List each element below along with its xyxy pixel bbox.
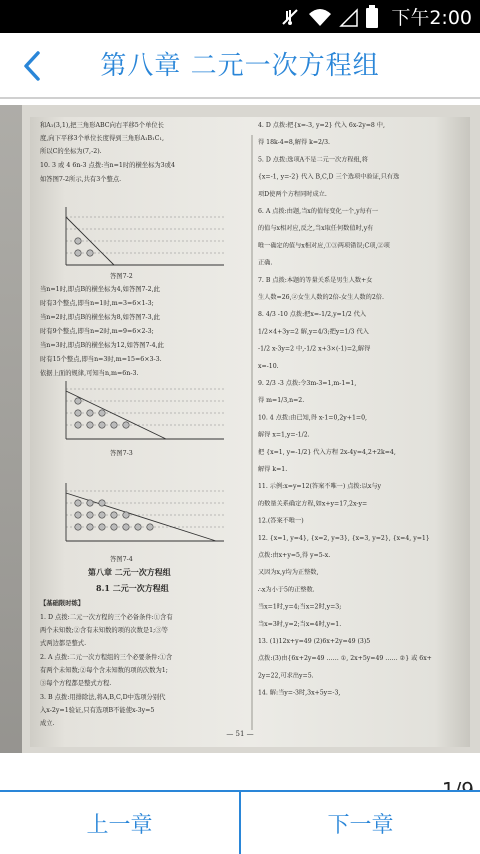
prev-chapter-button[interactable]: 上一章 [86,812,153,838]
right-column-line: 5. D 点拨:选项A不是二元一次方程组,将 [258,156,368,164]
right-column-line: 又因为x,y均为正整数, [258,569,319,577]
right-column-line: 当x=3时,y=2;当x=4时,y=1. [258,620,342,628]
left-column-line: 答图7-4 [110,556,133,563]
left-column-line: 1. D 点拨:二元一次方程的三个必备条件:①含有 [40,614,173,621]
status-icons [279,0,472,33]
mute-icon [279,6,301,28]
right-column-line: 正确. [258,259,273,267]
left-column-line: 8.1 二元一次方程组 [96,583,169,593]
right-column-line: 7. B 点拨:本题的等量关系是男生人数+女 [258,276,373,284]
next-chapter-button[interactable]: 下一章 [327,812,394,838]
bottom-nav [0,790,480,854]
battery-icon [365,5,379,29]
left-column-line: 第八章 二元一次方程组 [88,567,171,577]
right-column-line: 的数量关系确定方程,如x+y=17,2x-y= [258,500,368,508]
right-column-line: 解得 k=1. [258,466,288,473]
left-column-line: ③每个方程都是整式方程. [40,680,112,687]
left-column-line: 当n=3时,即点B的横坐标为12,如答图7-4,此 [40,342,164,349]
right-column-line: 1/2×4+3y=2 解,y=4/3;把y=1/3 代入 [258,328,369,336]
right-column-line: 点拨:由x+y=5,得 y=5-x. [258,552,331,559]
document-viewer[interactable] [0,101,480,756]
app-header [0,33,480,99]
right-column-line: 12. {x=1, y=4}, {x=2, y=3}, {x=3, y=2}, {x=4, y=1} [258,534,430,542]
left-column-line: 当n=1时,即点B的横坐标为4,如答图7-2,此 [40,286,160,293]
left-column-line: 所以C的坐标为(7,-2). [40,148,102,155]
right-column-line: 点拨:(3)由{6x+2y=49 …… ①, 2x+5y=49 …… ②} 或 6x+ [258,655,432,663]
left-column-line: 10. 3 或 4 6n-3 点拨:当n=1时的横坐标为3或4 [40,162,175,169]
page-title: 第八章 二元一次方程组 [100,51,380,81]
left-column-line: 时有3个整点,即当n=1时,m=3=6×1-3; [40,300,154,307]
left-column-line: 式两边都是整式. [40,640,87,647]
right-column-line: 14. 解:当y=-3时,3x+5y=-3, [258,689,341,697]
left-column-line: 依据上面的规律,可知当n,m=6n-3. [40,370,139,377]
right-column-line: 得 m=1/3,n=2. [258,397,305,405]
signal-icon [339,6,359,28]
right-column-line: 项D使两个方程同时成立. [258,190,327,198]
right-column-line: ∴x为小于5的正整数. [258,586,315,594]
left-column-line: 3. B 点拨:用排除法,将A,B,C,D中选项分别代 [40,694,166,701]
right-column-line: 13. (1)12x+y=49 (2)6x+2y=49 (3)5 [258,638,371,645]
wifi-icon [307,6,333,28]
right-column-line: 的值与x相对应,反之,当x取任何数值时,y有 [258,225,374,233]
right-column-line: -1/2 x-3y=2 中,-1/2 x+3×(-1)=2,解得 [258,345,371,353]
right-column-line: {x=-1, y=-2} 代入 B,C,D 三个选项中验证,只有选 [258,173,400,181]
right-column-line: 12.(答案不唯一) [258,517,304,525]
right-column-line: 得 18k-4=8,解得 k=2/3. [258,139,330,147]
document-page-number: — 51 — [226,730,254,738]
right-column-line: 9. 2/3 -3 点拨:令3m-3=1,m-1=1, [258,380,357,387]
right-column-line: 生人数=26,②女生人数的2倍-女生人数的2倍. [258,294,384,301]
right-column-line: 当x=1时,y=4;当x=2时,y=3; [258,603,342,611]
right-column-line: 把 {x=1, y=-1/2} 代入方程 2x-4y=4,2+2k=4, [258,448,396,456]
document-page-image [0,105,480,753]
right-column-line: 4. D 点拨:把{x=-3, y=2} 代入 6x-2y=8 中, [258,122,385,129]
left-column-line: 如答图7-2所示,共有3个整点. [40,176,122,183]
right-column-line: 8. 4/3 -10 点拨:把x=-1/2,y=1/2 代入 [258,311,367,319]
left-column-line: 时有9个整点,即当n=2时,m=9=6×2-3; [40,328,154,335]
document-page-photo [0,105,480,753]
left-column-line: 当n=2时,即点B的横坐标为8,如答图7-3,此 [40,314,160,321]
left-column-line: 答图7-3 [110,450,133,457]
status-time: 下午2:00 [391,7,472,29]
status-bar [0,0,480,33]
left-column-line: 【基础限时练】 [40,600,85,607]
left-column-line: 成立. [40,720,55,727]
right-column-line: 2y=22,可求出y=5. [258,672,314,680]
right-column-line: 11. 示例:x=y=12(答案不唯一) 点拨:以x与y [258,483,382,491]
left-column-line: 2. A 点拨:二元一次方程组的三个必要条件:①含 [40,654,173,661]
left-column-line: 度,向下平移3个单位长度得到三角形A₁B₁C₁, [40,135,165,142]
left-column-line: 有两个未知数;②每个含未知数的项的次数为1; [40,667,168,674]
left-column-line: 时有15个整点,即当n=3时,m=15=6×3-3. [40,356,162,363]
right-column-line: 6. A 点拨:由题,当x的值每变化一个,y每有一 [258,208,379,215]
left-column-line: 和A₁(3,1),把三角形ABC向右平移5个单位长 [40,122,164,129]
left-column-line: 入x-2y=1验证,只有选项B不能使x-3y=5 [40,707,155,714]
left-column-line: 答图7-2 [110,273,133,280]
right-column-line: 10. 4 点拨:由已知,得 x-1=0,2y+1=0, [258,414,367,422]
right-column-line: x=-10. [258,362,279,370]
right-column-line: 唯一确定的值与x相对应,①③两项错误;C项,②项 [258,242,390,250]
right-column-line: 解得 x=1,y=-1/2. [258,431,310,439]
left-column-line: 两个未知数;②含有未知数的项的次数是1;③等 [40,627,168,634]
